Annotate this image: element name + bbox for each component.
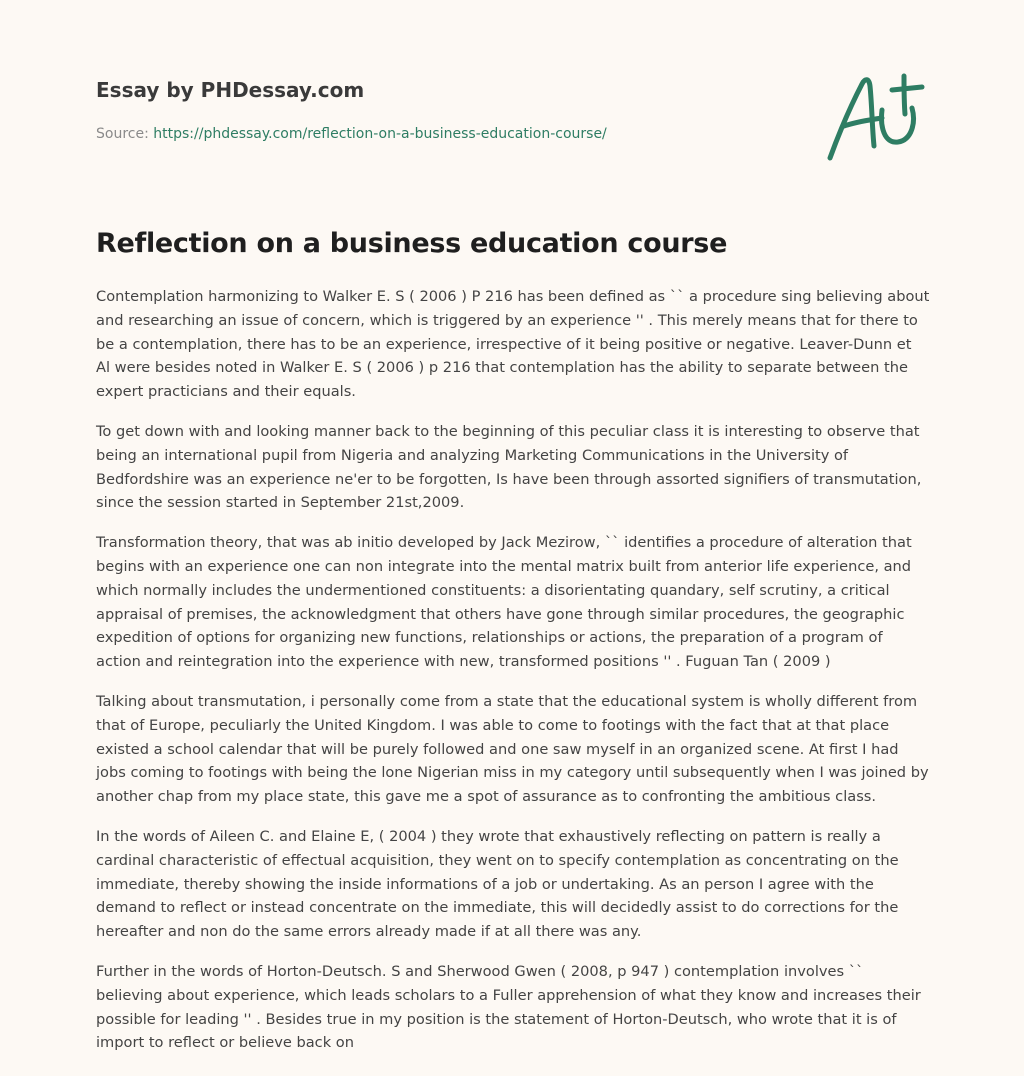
paragraph-2: To get down with and looking manner back to the beginning of this peculiar class it is interesting to observe that being an international pupil from Nigeria and analyzing Marketing Communications in the University of Bedfordshire was an experience ne'er to be forgotten, Is have been through assorted signifiers of transmutation, since the session started in September 21st,2009.	[96, 422, 922, 512]
header	[96, 76, 796, 144]
paragraph-3: Transformation theory, that was ab initio developed by Jack Mezirow, `` identifies a procedure of alteration that begins with an experience one can non integrate into the mental matrix built from anterior life experience, and which normally includes the undermentioned constituents: a disorientating quandary, self scrutiny, a critical appraisal of premises, the acknowledgment that others have gone through similar procedures, the geographic expedition of options for organizing new functions, relationships or actions, the preparation of a program of action and reintegration into the experience with new, transformed positions '' . Fuguan Tan ( 2009 )	[96, 534, 912, 671]
paragraph-4: Talking about transmutation, i personally come from a state that the educational system is wholly different from that of Europe, peculiarly the United Kingdom. I was able to come to footings with the fact that at that place existed a school calendar that will be purely followed and one saw myself in an organized scene. At first I had jobs coming to footings with being the lone Nigerian miss in my category until subsequently when I was joined by another chap from my place state, this gave me a spot of assurance as to confronting the ambitious class.	[96, 692, 929, 806]
source-link[interactable]: https://phdessay.com/reflection-on-a-business-education-course/	[153, 126, 607, 142]
site-title: Essay by PHDessay.com	[96, 78, 365, 102]
paragraph-1: Contemplation harmonizing to Walker E. S ( 2006 ) P 216 has been defined as `` a procedure sing believing about and researching an issue of concern, which is triggered by an experience '' . This merely means that for there to be a contemplation, there has to be an experience, irrespective of it being positive or negative. Leaver-Dunn et Al were besides noted in Walker E. S ( 2006 ) p 216 that contemplation has the ability to separate between the expert practicians and their equals.	[96, 288, 930, 401]
article-title: Reflection on a business education course	[96, 228, 728, 259]
paragraph-6: Further in the words of Horton-Deutsch. S and Sherwood Gwen ( 2008, p 947 ) contemplation involves `` believing about experience, which leads scholars to a Fuller apprehension of what they know and increases their possible for leading '' . Besides true in my position is the statement of Horton-Deutsch, who wrote that it is of import to reflect or believe back on	[96, 962, 921, 1052]
a-plus-logo-icon	[820, 66, 930, 166]
source-label: Source:	[96, 126, 149, 142]
article-body	[96, 285, 930, 1071]
paragraph-5: In the words of Aileen C. and Elaine E, ( 2004 ) they wrote that exhaustively reflecting on pattern is really a cardinal characteristic of effectual acquisition, they went on to specify contemplation as concentrating on the immediate, thereby showing the inside informations of a job or undertaking. As an person I agree with the demand to reflect or instead concentrate on the immediate, this will decidedly assist to do corrections for the hereafter and non do the same errors already made if at all there was any.	[96, 827, 899, 941]
source-line	[96, 124, 796, 144]
